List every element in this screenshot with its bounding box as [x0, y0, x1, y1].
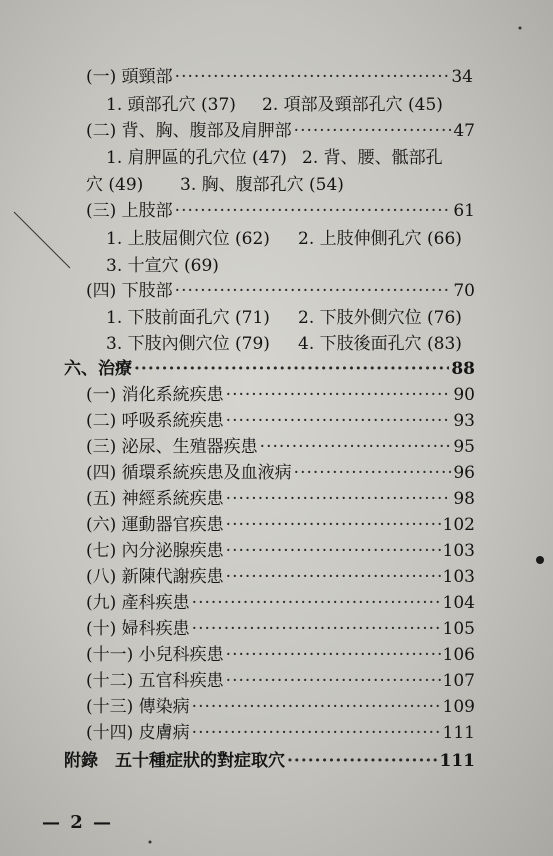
toc-sub-item[interactable]: 1. 上肢屈側穴位 (62)	[106, 229, 270, 249]
dot-leader	[226, 564, 441, 590]
dot-leader	[294, 118, 452, 144]
dot-leader	[226, 668, 441, 694]
toc-entry[interactable]	[86, 486, 475, 512]
chapter-title: 六、治療	[64, 359, 132, 379]
toc-entry-page: 105	[442, 619, 475, 639]
toc-sub-item[interactable]: 穴 (49)	[86, 175, 144, 195]
toc-sub-item[interactable]: 2. 上肢伸側孔穴 (66)	[298, 229, 462, 249]
toc-entry-title: (一) 頭頸部	[86, 67, 173, 87]
appendix-entry[interactable]	[64, 748, 475, 774]
dot-leader	[192, 590, 441, 616]
toc-entry-page: 104	[442, 593, 475, 613]
dot-leader	[175, 278, 452, 304]
toc-entry-title: (七) 內分泌腺疾患	[86, 541, 224, 561]
toc-entry-page: 95	[453, 437, 475, 457]
toc-entry-title: (十二) 五官科疾患	[86, 671, 224, 691]
appendix-title: 附錄 五十種症狀的對症取穴	[64, 751, 285, 771]
toc-sub-item[interactable]: 1. 頭部孔穴 (37)	[106, 95, 236, 115]
toc-entry-title: (十四) 皮膚病	[86, 723, 190, 743]
dot-leader	[192, 694, 441, 720]
toc-entry-page: 106	[442, 645, 475, 665]
toc-entry-page: 109	[442, 697, 475, 717]
toc-entry-title: (十三) 傳染病	[86, 697, 190, 717]
toc-entry-page: 111	[442, 723, 475, 743]
toc-sub-item[interactable]: 2. 背、腰、骶部孔	[302, 148, 443, 168]
toc-entry[interactable]	[86, 512, 475, 538]
toc-entry-page: 93	[453, 411, 475, 431]
dot-leader	[226, 382, 452, 408]
dot-leader	[287, 748, 438, 774]
toc-entry[interactable]	[86, 642, 475, 668]
toc-entry-title: (十) 婦科疾患	[86, 619, 190, 639]
toc-entry-page: 103	[442, 567, 475, 587]
appendix-page: 111	[439, 751, 475, 771]
dot-leader	[294, 460, 452, 486]
page-number-footer: — 2 —	[42, 812, 114, 833]
toc-sub-item[interactable]: 1. 肩胛區的孔穴位 (47)	[106, 148, 287, 168]
toc-entry[interactable]	[86, 668, 475, 694]
toc-sub-item[interactable]: 3. 下肢內側穴位 (79)	[106, 334, 270, 354]
toc-entry-title: (三) 泌尿、生殖器疾患	[86, 437, 258, 457]
toc-entry-title: (四) 下肢部	[86, 281, 173, 301]
toc-entry-page: 34	[451, 67, 473, 87]
toc-sub-item[interactable]: 3. 十宣穴 (69)	[106, 256, 219, 276]
toc-entry-page: 70	[453, 281, 475, 301]
chapter-page: 88	[451, 359, 475, 379]
toc-entry-page: 90	[453, 385, 475, 405]
dot-leader	[192, 616, 441, 642]
toc-entry[interactable]	[86, 590, 475, 616]
toc-entry-title: (一) 消化系統疾患	[86, 385, 224, 405]
dot-leader	[226, 642, 441, 668]
toc-entry[interactable]	[86, 382, 475, 408]
dot-leader	[134, 356, 449, 382]
toc-sub-item[interactable]: 2. 項部及頸部孔穴 (45)	[262, 95, 443, 115]
toc-entry[interactable]	[86, 720, 475, 746]
dot-leader	[260, 434, 452, 460]
toc-entry-page: 98	[453, 489, 475, 509]
toc-entry[interactable]	[86, 616, 475, 642]
toc-entry[interactable]	[86, 198, 475, 224]
toc-entry-title: (二) 呼吸系統疾患	[86, 411, 224, 431]
toc-entry[interactable]	[86, 538, 475, 564]
toc-entry[interactable]	[86, 434, 475, 460]
dot-leader	[175, 198, 452, 224]
toc-sub-item[interactable]: 1. 下肢前面孔穴 (71)	[106, 308, 270, 328]
toc-entry-title: (八) 新陳代謝疾患	[86, 567, 224, 587]
toc-entry-page: 47	[453, 121, 475, 141]
toc-entry-title: (六) 運動器官疾患	[86, 515, 224, 535]
toc-entry[interactable]	[86, 460, 475, 486]
toc-entry-title: (三) 上肢部	[86, 201, 173, 221]
toc-sub-item[interactable]: 3. 胸、腹部孔穴 (54)	[180, 175, 344, 195]
toc-entry-title: (二) 背、胸、腹部及肩胛部	[86, 121, 292, 141]
dot-leader	[226, 408, 452, 434]
toc-entry-title: (五) 神經系統疾患	[86, 489, 224, 509]
toc-entry[interactable]	[86, 118, 475, 144]
toc-sub-item[interactable]: 2. 下肢外側穴位 (76)	[298, 308, 462, 328]
dot-leader	[226, 486, 452, 512]
toc-entry-page: 96	[453, 463, 475, 483]
toc-entry[interactable]	[86, 64, 473, 90]
toc-entry-page: 102	[442, 515, 475, 535]
chapter-heading[interactable]	[64, 356, 475, 382]
toc-entry-page: 103	[442, 541, 475, 561]
toc-entry[interactable]	[86, 694, 475, 720]
toc-entry-page: 61	[453, 201, 475, 221]
toc-sub-item[interactable]: 4. 下肢後面孔穴 (83)	[298, 334, 462, 354]
toc-entry[interactable]	[86, 408, 475, 434]
dot-leader	[175, 64, 450, 90]
toc-entry-title: (九) 產科疾患	[86, 593, 190, 613]
dot-leader	[226, 538, 441, 564]
toc-entry-title: (十一) 小兒科疾患	[86, 645, 224, 665]
toc-entry-title: (四) 循環系統疾患及血液病	[86, 463, 292, 483]
toc-entry[interactable]	[86, 278, 475, 304]
dot-leader	[226, 512, 441, 538]
toc-entry[interactable]	[86, 564, 475, 590]
dot-leader	[192, 720, 441, 746]
toc-entry-page: 107	[442, 671, 475, 691]
